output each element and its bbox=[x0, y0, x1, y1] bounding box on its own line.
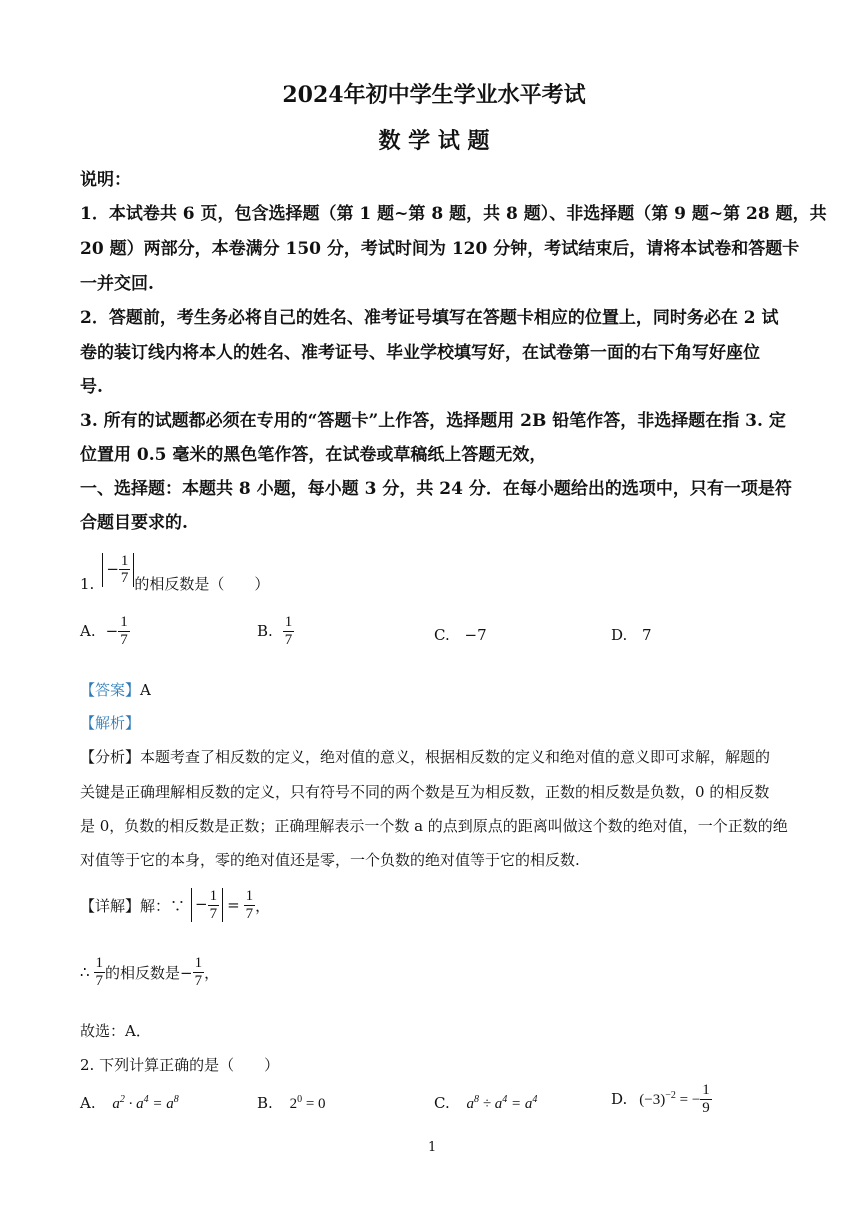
q1-absolute-value bbox=[102, 553, 134, 587]
fraction: $\frac{1}{7}$ bbox=[194, 955, 203, 989]
q1-option-b bbox=[257, 614, 294, 648]
absolute-value: − $\frac{1}{7}$ bbox=[191, 888, 223, 922]
option-label: A. bbox=[80, 622, 96, 640]
detail-line bbox=[80, 888, 270, 922]
instruction-line: 卷的装订线内将本人的姓名、准考证号、毕业学校填写好，在试卷第一面的右下角写好座位 bbox=[80, 343, 760, 363]
therefore-line bbox=[80, 955, 219, 989]
option-value: −7 bbox=[464, 626, 487, 644]
equals-sign: = bbox=[227, 896, 240, 914]
fraction: $\frac{1}{7}$ bbox=[120, 552, 129, 586]
exam-title: 2024年初中学生学业水平考试 bbox=[282, 82, 586, 108]
option-label: B. bbox=[257, 622, 273, 640]
option-label: D. bbox=[611, 626, 628, 644]
q2-option-d bbox=[611, 1082, 712, 1116]
analysis-line: 是 0，负数的相反数是正数；正确理解表示一个数 a 的点到原点的距离叫做这个数的绝对值，一个正数的绝 bbox=[80, 817, 788, 835]
math-expression: $a^2 \cdot a^4 = a^8$ bbox=[112, 1094, 179, 1112]
instruction-line: 号. bbox=[80, 377, 103, 397]
instruction-line: 3. 所有的试题都必须在专用的“答题卡”上作答，选择题用 2B 铅笔作答，非选择题在指 3. 定 bbox=[80, 411, 786, 431]
answer-value: A bbox=[140, 681, 151, 699]
analysis-line: 【分析】本题考查了相反数的定义，绝对值的意义，根据相反数的定义和绝对值的意义即可求解，解题的 bbox=[80, 748, 771, 766]
fraction: $\frac{1}{7}$ bbox=[95, 955, 104, 989]
instruction-line: 一并交回. bbox=[80, 274, 154, 294]
choose-line: 故选：A． bbox=[80, 1022, 151, 1040]
analysis-line: 关键是正确理解相反数的定义，只有符号不同的两个数是互为相反数，正数的相反数是负数，0 的相反数 bbox=[80, 783, 770, 801]
math-expression: $2^0 = 0$ bbox=[289, 1094, 326, 1112]
instruction-line: 1．本试卷共 6 页，包含选择题（第 1 题~第 8 题，共 8 题）、非选择题（第 9 题~第 28 题，共 bbox=[80, 204, 827, 224]
fraction: $\frac{1}{9}$ bbox=[702, 1082, 710, 1116]
fraction: $\frac{1}{7}$ bbox=[120, 614, 128, 648]
therefore-symbol: ∴ bbox=[80, 963, 90, 981]
answer-tag: 【答案】 bbox=[80, 681, 141, 699]
punctuation: ， bbox=[204, 963, 220, 982]
exam-subtitle: 数 学 试 题 bbox=[378, 128, 490, 154]
math-expression: $a^8 \div a^4 = a^4$ bbox=[466, 1094, 538, 1112]
option-label: C. bbox=[434, 626, 450, 644]
option-label: B. bbox=[257, 1094, 273, 1112]
option-label: D. bbox=[611, 1090, 628, 1108]
q1-option-c bbox=[434, 626, 487, 644]
q1-option-d bbox=[611, 626, 652, 644]
q1-option-a bbox=[80, 614, 130, 648]
math-expression: $(-3)^{-2}$ = − bbox=[639, 1089, 701, 1108]
punctuation: ， bbox=[255, 896, 271, 915]
fraction: $\frac{1}{7}$ bbox=[245, 888, 254, 922]
q2-stem: 2. 下列计算正确的是（ ） bbox=[80, 1056, 280, 1074]
instruction-line: 2．答题前，考生务必将自己的姓名、准考证号填写在答题卡相应的位置上，同时务必在 2 试 bbox=[80, 308, 779, 328]
q2-option-c bbox=[434, 1094, 537, 1113]
analysis-tag: 【解析】 bbox=[80, 714, 141, 732]
option-label: A. bbox=[80, 1094, 96, 1112]
section-heading: 合题目要求的. bbox=[80, 513, 188, 533]
page-number: 1 bbox=[428, 1140, 437, 1155]
instruction-line: 位置用 0.5 毫米的黑色笔作答，在试卷或草稿纸上答题无效， bbox=[80, 445, 547, 465]
minus-sign: − bbox=[105, 622, 119, 640]
fraction: $\frac{1}{7}$ bbox=[284, 614, 293, 648]
analysis-line: 对值等于它的本身，零的绝对值还是零，一个负数的绝对值等于它的相反数. bbox=[80, 851, 580, 869]
section-heading: 一、选择题：本题共 8 小题，每小题 3 分，共 24 分．在每小题给出的选项中，只有一项是符 bbox=[80, 479, 792, 499]
instruction-line: 20 题）两部分，本卷满分 150 分，考试时间为 120 分钟，考试结束后，请将本试卷和答题卡 bbox=[80, 239, 800, 259]
answer-line bbox=[80, 679, 151, 700]
detail-tag: 【详解】解：∵ bbox=[80, 896, 186, 915]
q1-number: 1. bbox=[80, 574, 95, 593]
option-value: 7 bbox=[642, 626, 652, 644]
q1-stem bbox=[80, 545, 269, 594]
minus-sign: − bbox=[106, 559, 119, 578]
instructions-heading: 说明： bbox=[80, 170, 131, 190]
q1-question-text: 的相反数是（ ） bbox=[134, 575, 270, 593]
option-label: C. bbox=[434, 1094, 450, 1112]
q2-option-b bbox=[257, 1094, 326, 1113]
q2-option-a bbox=[80, 1094, 179, 1113]
therefore-text: 的相反数是− bbox=[105, 963, 193, 982]
